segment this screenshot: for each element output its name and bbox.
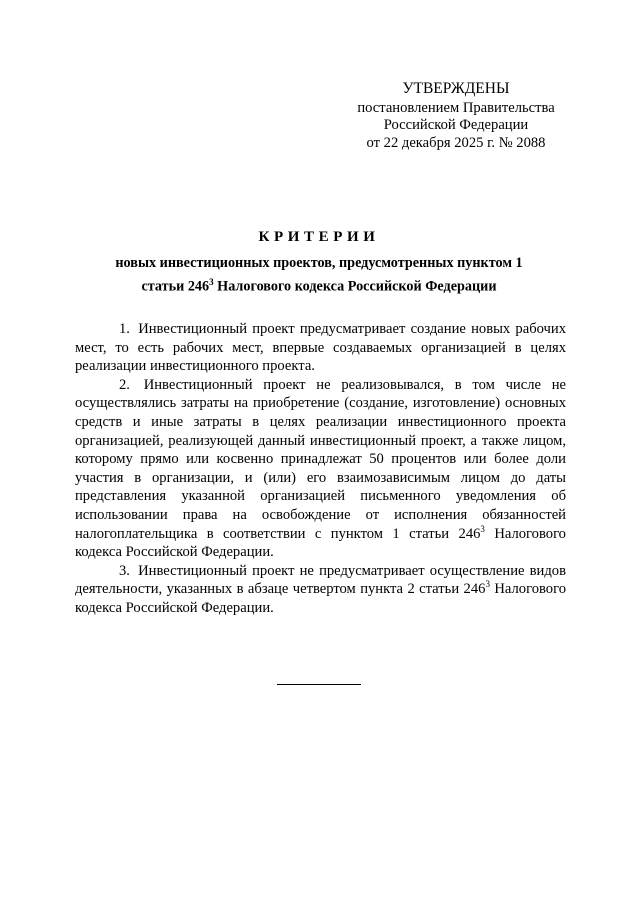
document-subtitle	[60, 254, 578, 296]
criterion-item-1	[75, 320, 566, 376]
title-block	[60, 228, 578, 296]
criterion-text-2a: Инвестиционный проект не реализовывался, в том числе не осуществлялись затраты на приобретение (создание, изготовление) основных средств и иные затраты в целях реализации инвестиционного проекта организацией, реализующей данный инвестиционный проект, а также лицом, которому прямо или косвенно принадлежат 50 процентов или более доли участия в организации, и (или) его взаимозависимым лицом до даты представления указанной организацией письменного уведомления об использовании права на освобождение от исполнения обязанностей налогоплательщика в соответствии с пунктом 1 статьи 246	[75, 376, 566, 542]
approval-heading: УТВЕРЖДЕНЫ	[402, 80, 510, 97]
subtitle-line-1: новых инвестиционных проектов, предусмотренных пунктом 1	[115, 255, 523, 271]
criterion-text-3b: Налогового кодекса Российской Федерации.	[75, 581, 566, 616]
criterion-text-1: Инвестиционный проект предусматривает создание новых рабочих мест, то есть рабочих мест, впервые создаваемых организацией в целях реализации инвестиционного проекта.	[75, 321, 566, 375]
criterion-item-2	[75, 376, 566, 562]
criterion-2-superscript: 3	[480, 523, 485, 534]
criterion-number-2: 2.	[119, 376, 130, 393]
criterion-number-1: 1.	[119, 321, 130, 337]
document-title: КРИТЕРИИ	[258, 229, 380, 245]
approval-stamp	[340, 80, 572, 152]
subtitle-line-2-prefix: статьи 246	[141, 278, 210, 295]
approval-line-1: постановлением Правительства	[357, 99, 555, 116]
criterion-3-superscript: 3	[485, 579, 490, 590]
criterion-number-3: 3.	[119, 562, 130, 579]
approval-line-3: от 22 декабря 2025 г. № 2088	[366, 134, 546, 151]
subtitle-superscript: 3	[209, 276, 214, 287]
closing-divider	[277, 684, 361, 685]
document-body	[75, 320, 566, 618]
criterion-text-2b: Налогового кодекса Российской Федерации.	[75, 525, 566, 561]
criterion-text-3a: Инвестиционный проект не предусматривает осуществление видов деятельности, указанных в абзаце четвертом пункта 2 статьи 246	[75, 562, 566, 598]
subtitle-line-2-suffix: Налогового кодекса Российской Федерации	[213, 278, 497, 295]
approval-line-2: Российской Федерации	[383, 117, 529, 133]
criterion-item-3	[75, 562, 566, 618]
subtitle-line-2	[60, 273, 578, 296]
